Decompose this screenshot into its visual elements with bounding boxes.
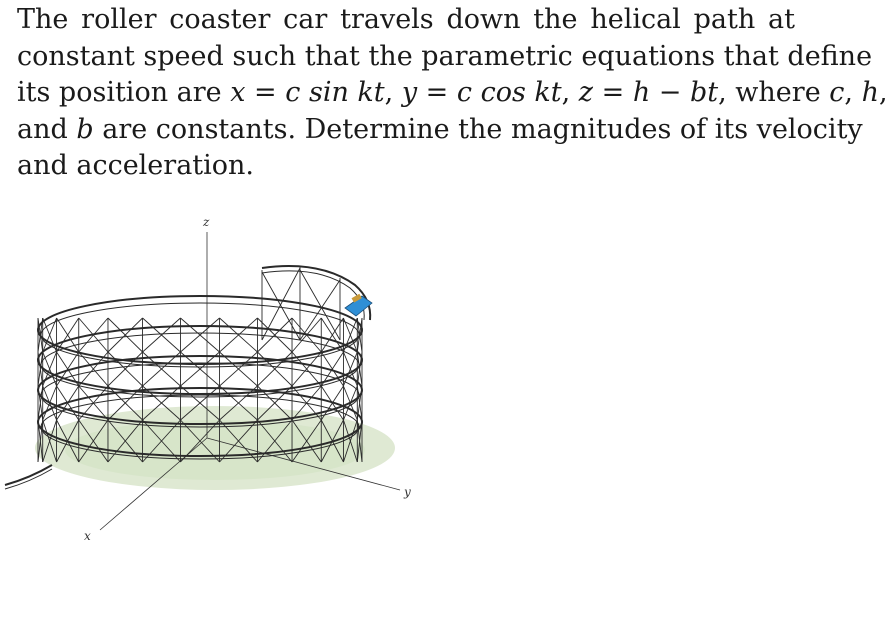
roller-coaster-figure	[0, 200, 440, 550]
eq-x-rhs: c sin kt	[285, 77, 385, 108]
problem-line-4: and b are constants. Determine the magnitudes of its velocity	[17, 113, 863, 145]
z-axis-label: z	[203, 215, 210, 229]
problem-line-5: and acceleration.	[17, 150, 255, 181]
x-axis-label: x	[84, 529, 91, 543]
helix-loop	[38, 296, 362, 364]
problem-statement	[17, 2, 888, 185]
y-axis-label: y	[404, 485, 411, 499]
problem-line-3: its position are x = c sin kt, y = c cos kt, z = h − bt, where c, h,	[17, 77, 888, 108]
problem-line-2: constant speed such that the parametric equations that define	[17, 40, 873, 72]
problem-line-1: The roller coaster car travels down the helical path at	[17, 4, 795, 35]
const-h: h	[861, 77, 879, 108]
eq-y-rhs: c cos kt	[456, 77, 562, 108]
const-c: c	[829, 77, 845, 108]
eq-z-rhs: h − bt	[632, 77, 719, 108]
const-b: b	[76, 113, 94, 145]
helix-diagram	[0, 200, 440, 550]
eq-x-var: x	[230, 77, 246, 108]
helix-loop	[38, 326, 362, 394]
eq-y-var: y	[401, 77, 418, 108]
eq-z-var: z	[578, 77, 594, 108]
coaster-car	[345, 294, 372, 316]
exit-track	[5, 465, 52, 485]
